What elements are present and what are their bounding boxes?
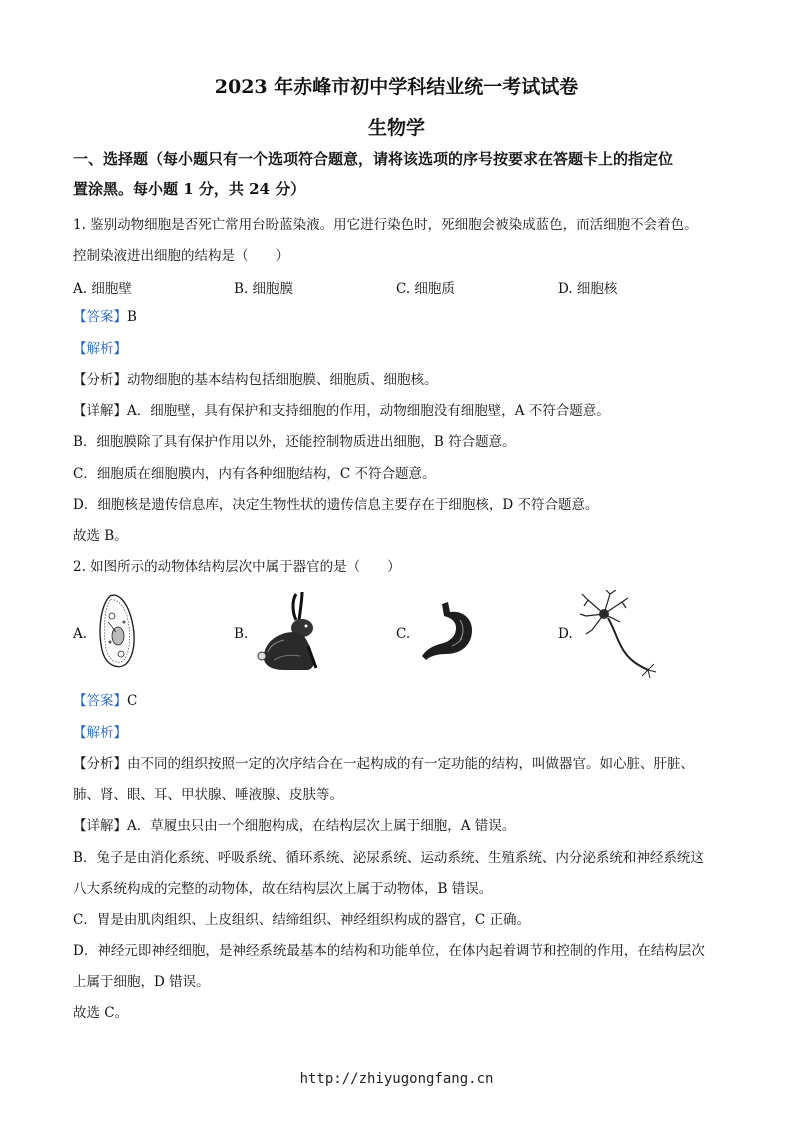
fenxi-tag: 【分析】 <box>73 756 127 772</box>
xiangjie-a: A．草履虫只由一个细胞构成，在结构层次上属于细胞，A 错误。 <box>127 818 516 834</box>
xiangjie-tag: 【详解】 <box>73 403 127 419</box>
paramecium-image <box>96 592 138 672</box>
section-heading-line2: 置涂黑。每小题 1 分，共 24 分） <box>73 180 306 198</box>
subject-title: 生物学 <box>367 117 425 139</box>
q1-stem-line2: 控制染液进出细胞的结构是（ ） <box>73 248 289 264</box>
rabbit-image <box>256 590 328 672</box>
stomach-image <box>420 600 476 662</box>
q2-option-d-label: D. <box>558 626 573 642</box>
q2-answer <box>73 692 733 710</box>
q2-conclusion: 故选 C。 <box>73 1005 129 1021</box>
q2-option-d <box>558 626 573 642</box>
q1-conclusion: 故选 B。 <box>73 528 128 544</box>
q2-option-b-label: B. <box>234 626 249 642</box>
q1-option-b: B. 细胞膜 <box>234 281 294 297</box>
q2-stem: 2. 如图所示的动物体结构层次中属于器官的是（ ） <box>73 559 401 575</box>
neuron-image <box>580 590 660 680</box>
q2-analysis-label <box>73 724 733 742</box>
xiangjie-a: A．细胞壁，具有保护和支持细胞的作用，动物细胞没有细胞壁，A 不符合题意。 <box>127 403 610 419</box>
q1-answer <box>73 308 733 326</box>
q1-stem-line1: 1. 鉴别动物细胞是否死亡常用台盼蓝染液。用它进行染色时，死细胞会被染成蓝色，而活细胞不会着色。 <box>73 217 698 233</box>
section-heading-line1: 一、选择题（每小题只有一个选项符合题意，请将该选项的序号按要求在答题卡上的指定位 <box>73 150 674 168</box>
q1-option-c: C. 细胞质 <box>396 281 455 297</box>
answer-value: B <box>127 309 137 325</box>
fenxi-text: 由不同的组织按照一定的次序结合在一起构成的有一定功能的结构，叫做器官。如心脏、肝脏、 <box>127 756 694 772</box>
q1-option-d: D. 细胞核 <box>558 281 618 297</box>
q2-option-a-label: A. <box>73 626 88 642</box>
fenxi-text: 动物细胞的基本结构包括细胞膜、细胞质、细胞核。 <box>127 372 438 388</box>
q2-explain-d-line1: D．神经元即神经细胞，是神经系统最基本的结构和功能单位，在体内起着调节和控制的作用，在结构层次 <box>73 943 705 959</box>
q2-option-b <box>234 626 248 642</box>
answer-tag: 【答案】 <box>73 309 127 325</box>
q2-fenxi-line1 <box>73 755 733 773</box>
q1-explain-b: B．细胞膜除了具有保护作用以外，还能控制物质进出细胞，B 符合题意。 <box>73 434 516 450</box>
analysis-tag: 【解析】 <box>73 725 127 741</box>
exam-title: 2023 年赤峰市初中学科结业统一考试试卷 <box>214 76 579 98</box>
q1-analysis-label <box>73 340 733 358</box>
q1-explain-c: C．细胞质在细胞膜内，内有各种细胞结构，C 不符合题意。 <box>73 466 436 482</box>
q2-xiangjie <box>73 817 733 835</box>
q2-fenxi-line2: 肺、肾、眼、耳、甲状腺、唾液腺、皮肤等。 <box>73 787 343 803</box>
analysis-tag: 【解析】 <box>73 341 127 357</box>
footer-url[interactable]: http://zhiyugongfang.cn <box>299 1071 494 1087</box>
q2-explain-b-line2: 八大系统构成的完整的动物体，故在结构层次上属于动物体，B 错误。 <box>73 881 493 897</box>
q2-explain-c: C．胃是由肌肉组织、上皮组织、结缔组织、神经组织构成的器官，C 正确。 <box>73 912 530 928</box>
q1-explain-d: D．细胞核是遗传信息库，决定生物性状的遗传信息主要存在于细胞核，D 不符合题意。 <box>73 497 599 513</box>
q1-xiangjie <box>73 402 733 420</box>
q1-option-a: A. 细胞壁 <box>73 281 132 297</box>
q2-explain-b-line1: B．兔子是由消化系统、呼吸系统、循环系统、泌尿系统、运动系统、生殖系统、内分泌系统和神经系统这 <box>73 850 704 866</box>
q2-option-a <box>73 626 87 642</box>
xiangjie-tag: 【详解】 <box>73 818 127 834</box>
q2-explain-d-line2: 上属于细胞，D 错误。 <box>73 974 210 990</box>
answer-tag: 【答案】 <box>73 693 127 709</box>
q2-option-c-label: C. <box>396 626 411 642</box>
q1-fenxi <box>73 371 733 389</box>
q2-option-c <box>396 626 410 642</box>
fenxi-tag: 【分析】 <box>73 372 127 388</box>
answer-value: C <box>127 693 138 709</box>
